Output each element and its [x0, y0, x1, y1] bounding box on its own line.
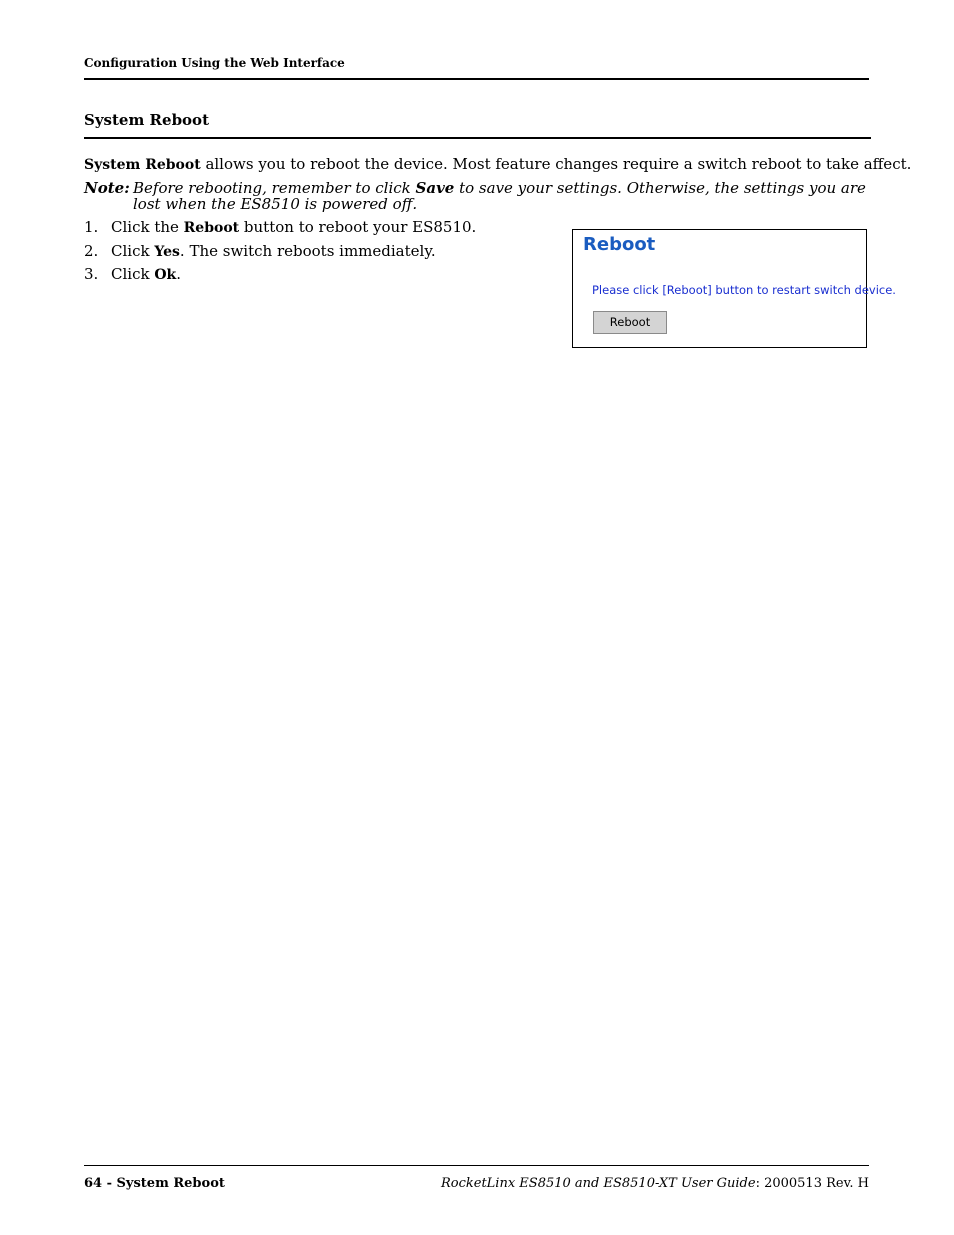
section-divider [84, 137, 871, 139]
footer-page-label: 64 - System Reboot [84, 1176, 225, 1191]
intro-bold-lead: System Reboot [84, 157, 201, 173]
footer-guide-title [441, 1176, 869, 1191]
footer-guide-name: RocketLinx ES8510 and ES8510-XT User Guide [440, 1176, 756, 1191]
note-body [133, 180, 873, 212]
note-text-after: to save your settings. Otherwise, the settings you are lost when the ES8510 is powered off. [133, 179, 866, 213]
step-bold: Ok [154, 267, 177, 283]
reboot-panel-message: Please click [Reboot] button to restart switch device. [592, 283, 896, 297]
footer-revision: : 2000513 Rev. H [755, 1176, 869, 1191]
header-divider [84, 78, 869, 80]
step-number: 2. [84, 241, 99, 260]
step-text-after: button to reboot your ES8510. [239, 218, 477, 236]
reboot-button[interactable]: Reboot [593, 311, 667, 334]
step-text [111, 218, 476, 238]
step-number: 1. [84, 218, 99, 236]
step-text [111, 242, 436, 262]
reboot-panel-title: Reboot [583, 234, 656, 255]
step-text [111, 265, 181, 285]
step-text-before: Click the [111, 218, 184, 236]
intro-text: allows you to reboot the device. Most feature changes require a switch reboot to take affect. [200, 155, 912, 173]
footer-divider [84, 1165, 869, 1166]
step-number: 3. [84, 265, 99, 283]
step-bold: Reboot [183, 220, 240, 236]
step-text-after: . The switch reboots immediately. [179, 241, 436, 260]
reboot-panel-screenshot [572, 229, 896, 348]
note-label: Note: [84, 179, 130, 197]
note-text-before: Before rebooting, remember to click [133, 179, 416, 197]
section-title: System Reboot [84, 111, 209, 129]
step-text-after: . [176, 265, 182, 283]
intro-paragraph [84, 155, 912, 175]
step-text-before: Click [111, 265, 155, 283]
running-header: Configuration Using the Web Interface [84, 56, 345, 70]
note-save-word: Save [415, 179, 455, 197]
step-text-before: Click [111, 241, 155, 260]
step-bold: Yes [154, 243, 180, 260]
